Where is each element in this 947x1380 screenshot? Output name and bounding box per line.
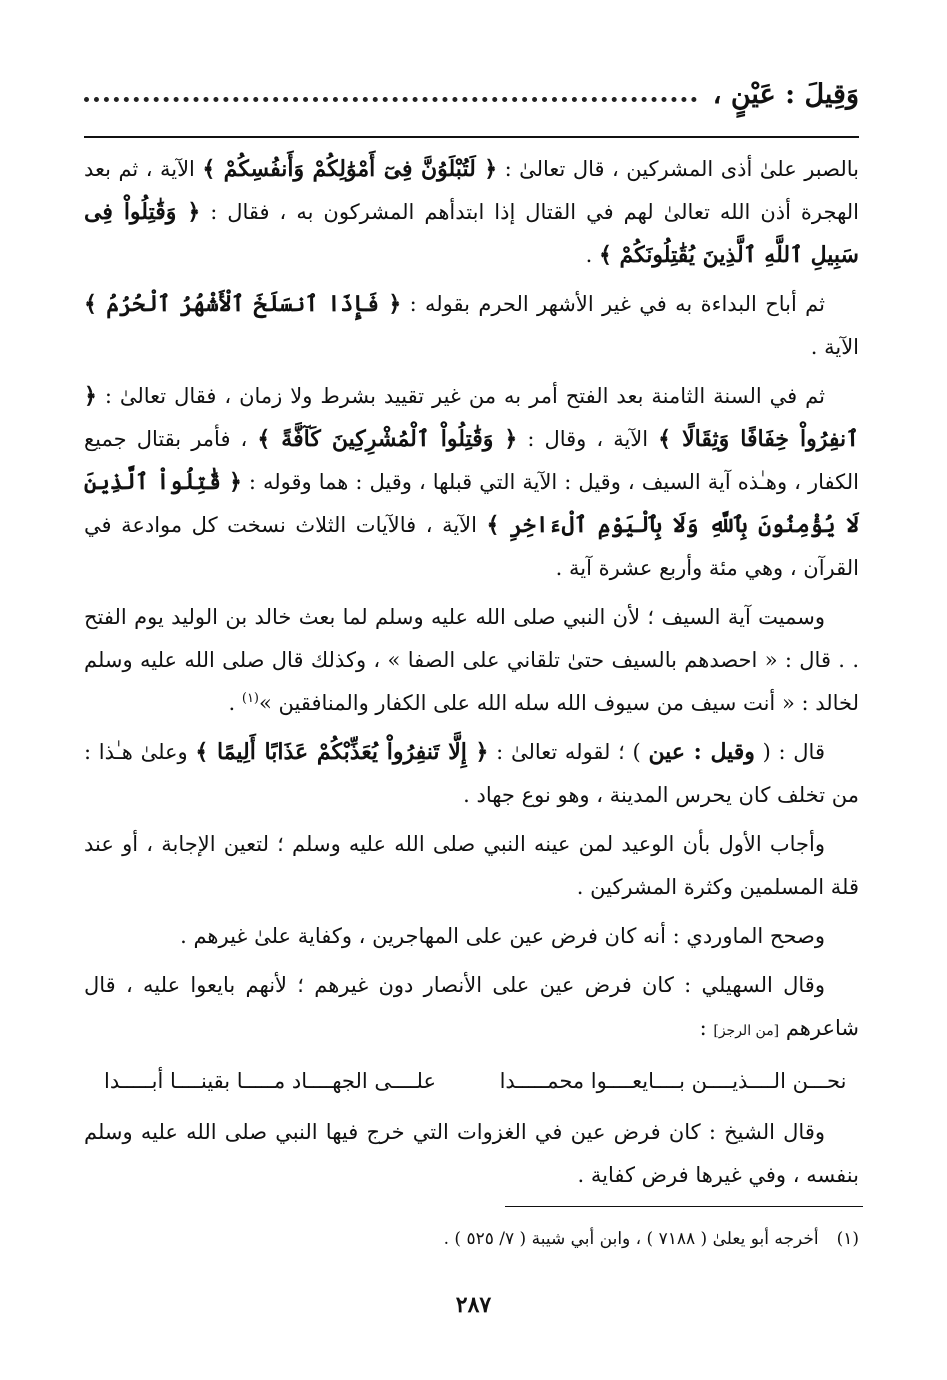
text: .	[228, 691, 242, 715]
quran-verse: ﴿ وَقَٰتِلُواْ فِى سَبِيلِ ٱللَّهِ ٱلَّذِينَ يُقَٰتِلُونَكُمْ ﴾	[84, 199, 859, 268]
paragraph-8	[84, 964, 859, 1053]
paragraph-4	[84, 596, 859, 725]
paragraph-9: وقال الشيخ : كان فرض عين في الغزوات التي خرج فيها النبي صلى الله عليه وسلم بنفسه ، وفي غيرها فرض كفاية .	[84, 1120, 859, 1187]
verse-first-hemistich: نحـــن الــــذيــــن بــــايعــــوا محمـــــدا	[499, 1069, 847, 1093]
header-dotted-leader	[84, 97, 697, 102]
text: ، فأمر بقتال جميع الكفار ، وهـٰذه آية السيف ، وقيل : الآية التي قبلها ، وقيل : هما وقوله :	[84, 427, 859, 494]
main-text	[84, 148, 859, 1203]
quran-verse: ﴿ ٱنفِرُواْ خِفَافًا وَثِقَالًا ﴾	[84, 383, 859, 452]
text: الآية ، وقال :	[517, 427, 659, 451]
header-rule	[84, 136, 859, 138]
quran-verse: ﴿ فَإِذَا ٱنسَلَخَ ٱلْأَشْهُرُ ٱلْحُرُمُ ﴾	[84, 291, 402, 317]
text: .	[585, 243, 599, 267]
paragraph-1	[84, 148, 859, 277]
text: وقال السهيلي : كان فرض عين على الأنصار دون غيرهم ؛ لأنهم بايعوا عليه ، قال شاعرهم	[84, 973, 859, 1040]
matn-keyword: وقيل : عين	[648, 739, 755, 765]
footnote	[84, 1224, 859, 1254]
verse-second-hemistich: علــــى الجهــــاد مـــــا بقينــــا أبـــــدا	[104, 1069, 436, 1093]
text: وسميت آية السيف ؛ لأن النبي صلى الله عليه وسلم لما بعث خالد بن الوليد يوم الفتح . . قال : « احصدهم بالسيف حتىٰ تلقاني على الصفا » ، وكذلك قال صلى الله عليه وسلم لخالد : « أنت سيف من سيوف الله سله الله على الكفار والمنافقين »	[84, 605, 859, 715]
text: ثم في السنة الثامنة بعد الفتح أمر به من غير تقييد بشرط ولا زمان ، فقال تعالىٰ :	[96, 384, 825, 408]
footnote-number: (١)	[836, 1229, 859, 1249]
text: ثم أباح البداءة به في غير الأشهر الحرم بقوله :	[401, 292, 825, 316]
text: الآية ، فالآيات الثلاث نسخت كل موادعة في القرآن ، وهي مئة وأربع عشرة آية .	[84, 513, 859, 580]
poetic-meter: [من الرجز]	[713, 1023, 780, 1039]
paragraph-3	[84, 375, 859, 590]
text: ) ؛ لقوله تعالىٰ :	[488, 740, 649, 764]
footnote-rule	[505, 1206, 863, 1207]
paragraph-6: وأجاب الأول بأن الوعيد لمن عينه النبي صلى الله عليه وسلم ؛ لتعين الإجابة ، أو عند قلة المسلمين وكثرة المشركين .	[84, 832, 859, 899]
paragraph-7: وصحح الماوردي : أنه كان فرض عين على المهاجرين ، وكفاية علىٰ غيرهم .	[180, 924, 825, 948]
text: الآية .	[810, 335, 859, 359]
text: وعلىٰ هـٰذا : من تخلف كان يحرس المدينة ، وهو نوع جهاد .	[84, 740, 859, 807]
text: الآية ، ثم بعد الهجرة أذن الله تعالىٰ لهم في القتال إذا ابتدأهم المشركون به ، فقال :	[84, 157, 859, 224]
quran-verse: ﴿ قَٰتِلُواْ ٱلَّذِينَ لَا يُؤْمِنُونَ بِٱللَّهِ وَلَا بِٱلْيَوْمِ ٱلْءَاخِرِ ﴾	[84, 469, 859, 538]
text: :	[699, 1016, 714, 1040]
paragraph-5	[84, 731, 859, 817]
footnote-ref: (١)	[241, 691, 259, 706]
paragraph-2	[84, 283, 859, 369]
quran-verse: ﴿ إِلَّا تَنفِرُواْ يُعَذِّبْكُمْ عَذَابًا أَلِيمًا ﴾	[195, 739, 489, 765]
page-number: ٢٨٧	[455, 1292, 492, 1318]
text: بالصبر علىٰ أذى المشركين ، قال تعالىٰ :	[497, 157, 859, 181]
text: قال : (	[754, 740, 825, 764]
running-header	[84, 72, 859, 116]
header-title: وَقِيلَ : عَيْنٍ ،	[712, 78, 859, 110]
footnote-text: أخرجه أبو يعلىٰ ( ٧١٨٨ ) ، وابن أبي شيبة ( ٧/ ٥٢٥ ) .	[443, 1229, 819, 1249]
quran-verse: ﴿ لَتُبْلَوُنَّ فِىٓ أَمْوَٰلِكُمْ وَأَنفُسِكُمْ ﴾	[202, 156, 498, 182]
quran-verse: ﴿ وَقَٰتِلُواْ ٱلْمُشْرِكِينَ كَآفَّةً ﴾	[257, 426, 518, 452]
poetry-verse	[84, 1059, 859, 1103]
